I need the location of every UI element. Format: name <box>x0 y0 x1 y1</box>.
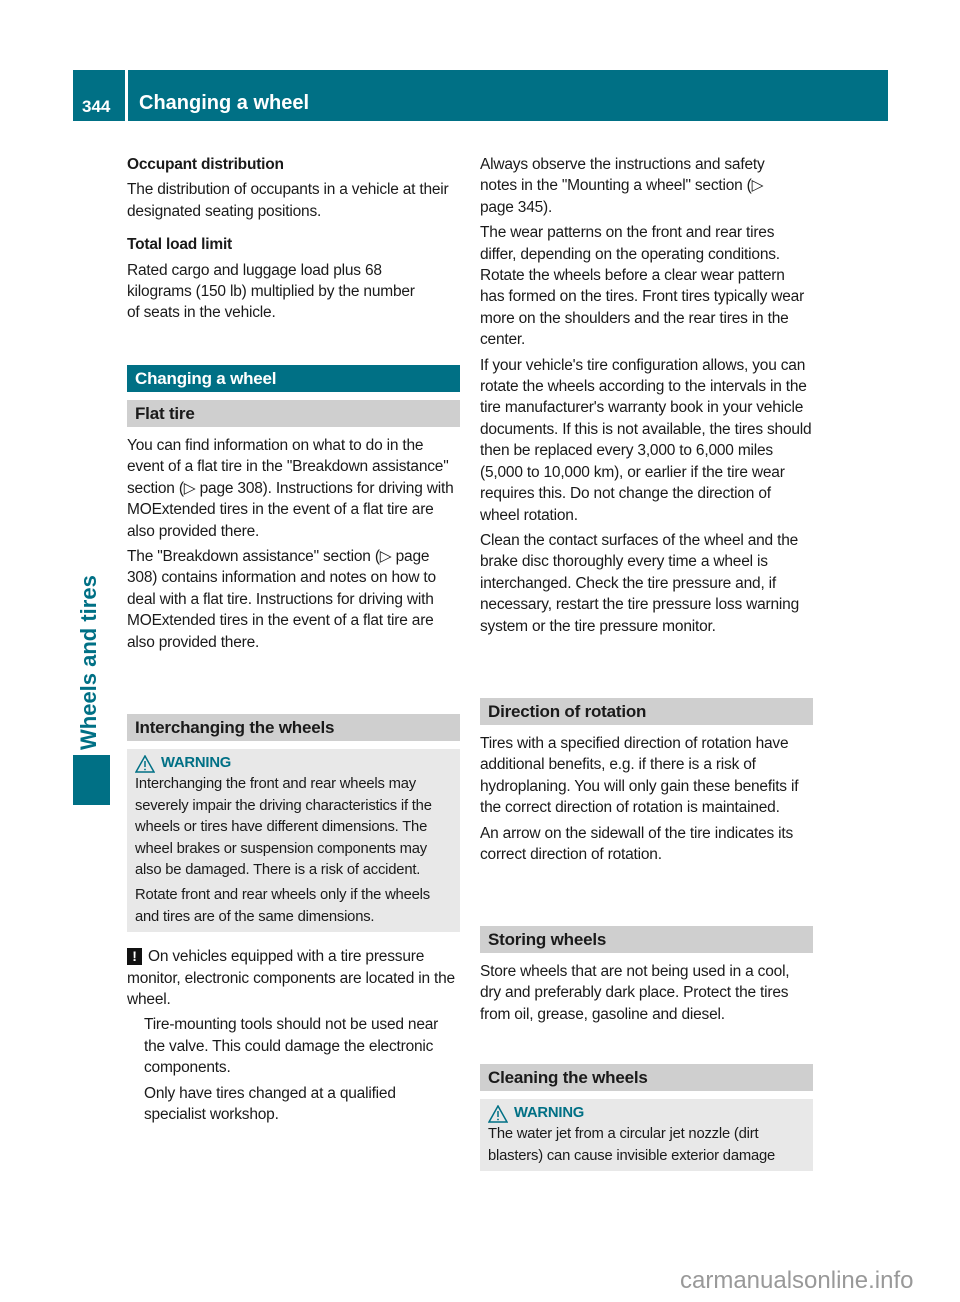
warning-label: WARNING <box>514 1105 585 1121</box>
cleaning-section <box>480 1064 813 1171</box>
heading-interchanging: Interchanging the wheels <box>127 714 460 741</box>
heading-direction: Direction of rotation <box>480 698 813 725</box>
note-text-1: On vehicles equipped with a tire pressure monitor, electronic components are located in the wheel. <box>127 948 455 1009</box>
right-column <box>480 154 813 641</box>
interchange-section <box>127 714 460 1130</box>
side-tab-label: Wheels and tires <box>76 575 101 750</box>
flat-tire-p1: You can find information on what to do in the event of a flat tire in the "Breakdown assistance" section (▷ page 308). Instructions for driving with MOExtended tires in the event of a flat tire are also provided there. <box>127 437 454 540</box>
direction-p2: An arrow on the sidewall of the tire indicates its correct direction of rotation. <box>480 824 794 864</box>
heading-flat-tire: Flat tire <box>127 400 460 427</box>
warning-text-2: Rotate front and rear wheels only if the wheels and tires are of the same dimensions. <box>135 887 430 925</box>
right-p1: Always observe the instructions and safety notes in the "Mounting a wheel" section (▷ page 345). <box>480 156 765 216</box>
section-heading-changing-wheel: Changing a wheel <box>127 365 460 392</box>
warning-label: WARNING <box>161 755 232 771</box>
right-p4: Clean the contact surfaces of the wheel and the brake disc thoroughly every time a wheel is interchanged. Check the tire pressure and, if necessary, restart the tire pressure loss warning system or the tire pressure monitor. <box>480 531 799 635</box>
storing-p1: Store wheels that are not being used in a cool, dry and preferably dark place. Protect the tires from oil, grease, gasoline and diesel. <box>480 963 790 1023</box>
warning-triangle-icon <box>488 1105 508 1123</box>
occupant-text: The distribution of occupants in a vehicle at their designated seating positions. <box>127 181 449 220</box>
note-text-2: Tire-mounting tools should not be used near the valve. This could damage the electronic components. <box>144 1016 439 1077</box>
storing-section <box>480 926 813 1029</box>
note <box>127 946 460 1125</box>
total-title: Total load limit <box>127 236 233 254</box>
total-text: Rated cargo and luggage load plus 68 kilograms (150 lb) multiplied by the number of seats in the vehicle. <box>127 261 415 322</box>
right-p2: The wear patterns on the front and rear tires differ, depending on the operating conditions. Rotate the wheels before a clear wear pattern has formed on the tires. Front tires typically wear more on the shoulders and the rear tires in the center. <box>480 224 805 349</box>
left-column <box>127 154 460 328</box>
cleaning-warning-box <box>480 1099 813 1171</box>
direction-section <box>480 698 813 869</box>
direction-p1: Tires with a specified direction of rotation have additional benefits, e.g. if there is a risk of hydroplaning. You will only gain these benefits if the correct direction of rotation is maintained. <box>480 735 799 817</box>
page-number: 344 <box>73 70 125 121</box>
heading-cleaning: Cleaning the wheels <box>480 1064 813 1091</box>
watermark: carmanualsonline.info <box>680 1267 914 1294</box>
cleaning-warning-text: The water jet from a circular jet nozzle (dirt blasters) can cause invisible exterior damage <box>488 1126 776 1164</box>
note-text-3: Only have tires changed at a qualified specialist workshop. <box>144 1084 396 1124</box>
heading-storing: Storing wheels <box>480 926 813 953</box>
warning-triangle-icon <box>135 755 155 773</box>
warning-box <box>127 749 460 932</box>
warning-text-1: Interchanging the front and rear wheels may severely impair the driving characteristics if the wheels or tires have different dimensions. The wheel brakes or suspension components may also be damaged. There is a risk of accident. <box>135 776 432 879</box>
exclamation-icon: ! <box>127 948 142 965</box>
flat-tire-p2: The "Breakdown assistance" section (▷ page 308) contains information and notes on how to deal with a flat tire. Instructions for driving with MOExtended tires in the event of a flat tire are also provided there. <box>127 548 436 651</box>
left-column-sections <box>127 365 460 657</box>
side-tab-marker <box>73 755 110 805</box>
occupant-title: Occupant distribution <box>127 156 284 173</box>
page-title: Changing a wheel <box>128 70 888 121</box>
right-p3: If your vehicle's tire configuration allows, you can rotate the wheels according to the intervals in the tire manufacturer's warranty book in your vehicle documents. If this is not available, the tires should then be replaced every 3,000 to 6,000 miles (5,000 to 10,000 km), or earlier if the tire wear requires this. Do not change the direction of wheel rotation. <box>480 356 812 524</box>
